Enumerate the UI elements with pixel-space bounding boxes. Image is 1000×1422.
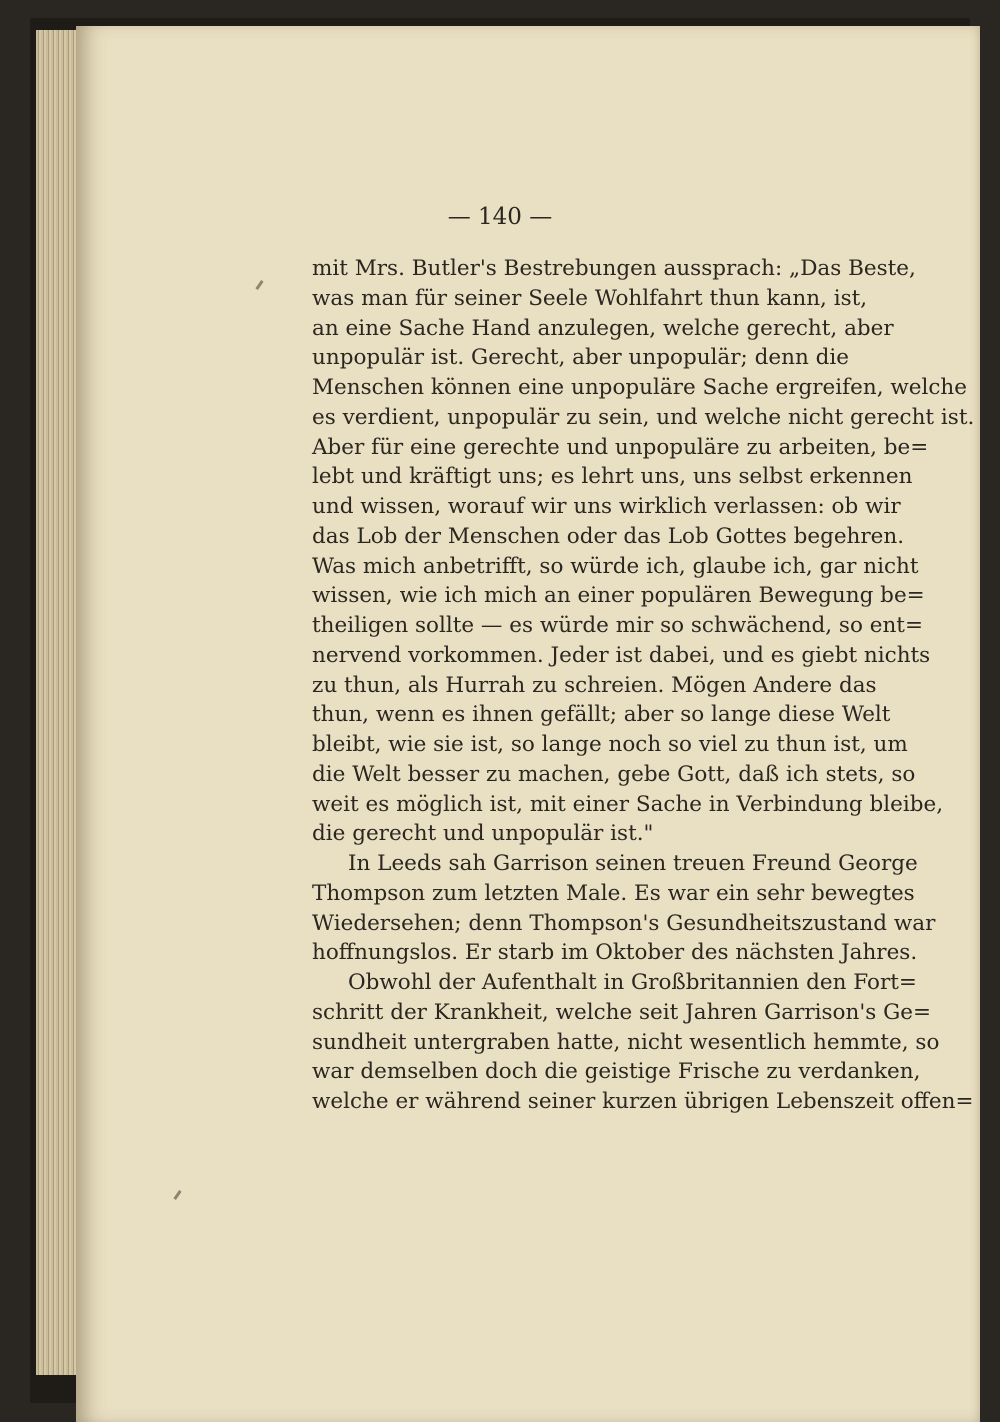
text-line: an eine Sache Hand anzulegen, welche gerecht, aber	[312, 315, 894, 341]
text-line: Was mich anbetrifft, so würde ich, glaube ich, gar nicht	[312, 553, 919, 579]
text-line: Thompson zum letzten Male. Es war ein sehr bewegtes	[312, 880, 915, 906]
text-line: welche er während seiner kurzen übrigen Lebenszeit offen=	[312, 1089, 974, 1114]
text-line: sundheit untergraben hatte, nicht wesentlich hemmte, so	[312, 1029, 940, 1055]
text-line: schritt der Krankheit, welche seit Jahren Garrison's Ge=	[312, 999, 932, 1025]
text-line: bleibt, wie sie ist, so lange noch so viel zu thun ist, um	[312, 732, 908, 757]
text-line: theiligen sollte — es würde mir so schwächend, so ent=	[312, 613, 923, 638]
text-line: zu thun, als Hurrah zu schreien. Mögen Andere das	[312, 672, 877, 698]
text-line: was man für seiner Seele Wohlfahrt thun kann, ist,	[312, 285, 868, 311]
text-line: hoffnungslos. Er starb im Oktober des nächsten Jahres.	[312, 940, 918, 966]
text-line: thun, wenn es ihnen gefällt; aber so lange diese Welt	[312, 702, 891, 728]
text-line: lebt und kräftigt uns; es lehrt uns, uns selbst erkennen	[312, 464, 913, 490]
text-line: Aber für eine gerechte und unpopuläre zu arbeiten, be=	[312, 434, 929, 460]
text-line: die Welt besser zu machen, gebe Gott, daß ich stets, so	[312, 761, 916, 787]
text-line: wissen, wie ich mich an einer populären Bewegung be=	[312, 583, 925, 609]
body-text	[312, 254, 975, 1117]
text-line: die gerecht und unpopulär ist."	[312, 821, 654, 847]
text-line: Obwohl der Aufenthalt in Großbritannien den Fort=	[348, 970, 917, 995]
text-line: Wiedersehen; denn Thompson's Gesundheitszustand war	[312, 910, 936, 936]
text-line: In Leeds sah Garrison seinen treuen Freund George	[348, 851, 918, 876]
text-line: und wissen, worauf wir uns wirklich verlassen: ob wir	[312, 494, 901, 519]
text-line: unpopulär ist. Gerecht, aber unpopulär; denn die	[312, 345, 849, 371]
text-line: nervend vorkommen. Jeder ist dabei, und es giebt nichts	[312, 642, 931, 668]
text-line: war demselben doch die geistige Frische zu verdanken,	[312, 1059, 921, 1085]
text-line: das Lob der Menschen oder das Lob Gottes begehren.	[312, 523, 905, 549]
text-line: Menschen können eine unpopuläre Sache ergreifen, welche	[312, 375, 967, 400]
text-line: es verdient, unpopulär zu sein, und welche nicht gerecht ist.	[312, 404, 975, 430]
text-line: weit es möglich ist, mit einer Sache in Verbindung bleibe,	[312, 791, 944, 817]
page-number: — 140 —	[447, 204, 553, 230]
text-line: mit Mrs. Butler's Bestrebungen aussprach: „Das Beste,	[312, 256, 916, 281]
